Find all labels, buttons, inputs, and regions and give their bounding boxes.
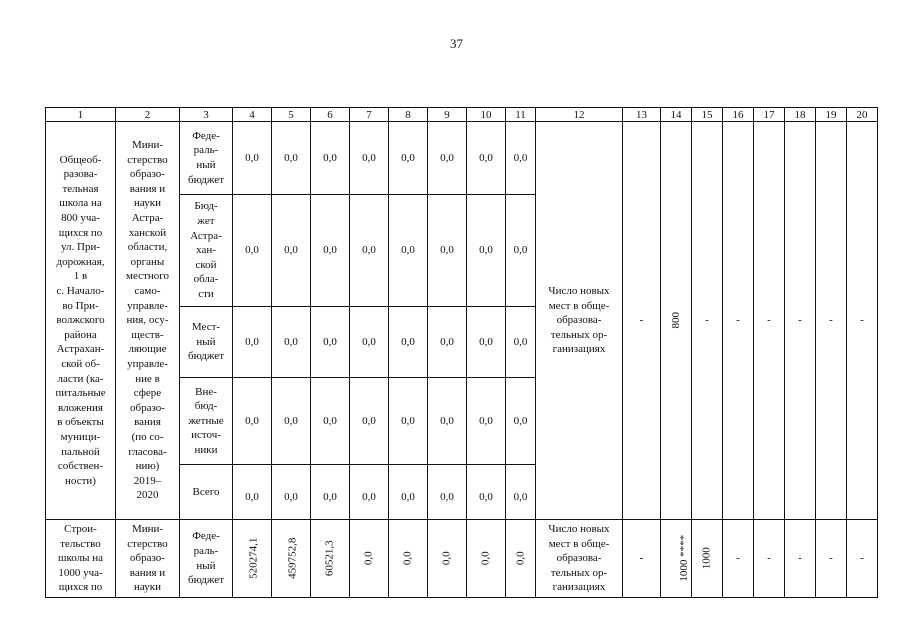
amount-cell: 0,0 (467, 195, 506, 307)
amount-cell: 0,0 (506, 465, 536, 520)
amount-cell: 0,0 (311, 122, 350, 195)
executor-line: ханской (128, 226, 167, 239)
object-name-line: пальной (61, 445, 100, 458)
target-cell-18 (785, 520, 816, 598)
target-cell-20 (847, 122, 878, 520)
indicator-line: тельных ор- (550, 328, 608, 341)
target-value: - (736, 314, 740, 327)
funding-source-line: раль- (193, 544, 219, 557)
target-cell-18 (785, 122, 816, 520)
executor-line: управле- (127, 299, 168, 312)
target-value: - (829, 314, 833, 327)
amount-cell: 0,0 (350, 465, 389, 520)
indicator-line: образова- (556, 552, 602, 565)
indicator-line: тельных ор- (550, 566, 608, 579)
executor-line: ществ- (131, 328, 164, 341)
amount-cell: 0,0 (272, 122, 311, 195)
amount-cell: 0,0 (428, 465, 467, 520)
funding-source-line: Астра- (190, 229, 222, 242)
funding-source-cell (180, 195, 233, 307)
target-cell-13 (623, 520, 661, 598)
amount-cell: 0,0 (467, 465, 506, 520)
amount-cell: 0,0 (311, 307, 350, 378)
object-name-cell (46, 122, 116, 520)
executor-line: стерство (127, 153, 168, 166)
executor-line: управле- (127, 357, 168, 370)
object-name-line: Строи- (64, 523, 97, 536)
amount-cell: 0,0 (506, 307, 536, 378)
executor-line: науки (134, 581, 161, 594)
amount-value: 0,0 (514, 551, 527, 566)
amount-cell: 0,0 (350, 195, 389, 307)
executor-line: нию) (135, 460, 160, 473)
funding-source-line: бюджет (188, 350, 224, 363)
column-number: 1 (46, 108, 116, 122)
indicator-line: Число новых (548, 523, 610, 536)
target-cell-20 (847, 520, 878, 598)
object-name-line: ской об- (61, 357, 100, 370)
column-number: 12 (536, 108, 623, 122)
object-name-line: ности) (65, 474, 96, 487)
target-value: - (639, 552, 644, 565)
column-number: 10 (467, 108, 506, 122)
amount-value: 0,0 (401, 551, 414, 566)
executor-line: органы (130, 255, 165, 268)
object-name-line: питальные (55, 387, 106, 400)
amount-cell (311, 520, 350, 598)
indicator-cell (536, 122, 623, 520)
funding-source-line: Феде- (192, 530, 220, 543)
executor-line: Астра- (131, 212, 164, 225)
funding-source-cell (180, 520, 233, 598)
executor-line: ния, осу- (126, 314, 169, 327)
indicator-line: ганизациях (552, 343, 606, 356)
target-cell-15 (692, 122, 723, 520)
target-value: - (829, 552, 833, 565)
funding-source-line: хан- (196, 244, 216, 257)
funding-source-line: бюджет (188, 574, 224, 587)
indicator-line: мест в обще- (548, 537, 610, 550)
column-number: 16 (723, 108, 754, 122)
object-name-line: ласти (ка- (57, 372, 104, 385)
indicator-line: ганизациях (552, 581, 606, 594)
amount-cell: 0,0 (233, 195, 272, 307)
executor-line: Мини- (131, 139, 164, 152)
executor-line: вания (134, 416, 161, 429)
target-value: - (767, 314, 771, 327)
target-cell-14 (661, 520, 692, 598)
executor-line: 2020 (136, 489, 159, 502)
object-name-line: вложения (58, 401, 103, 414)
amount-cell: 0,0 (389, 195, 428, 307)
column-number: 15 (692, 108, 723, 122)
funding-source-line: бюд- (194, 400, 218, 413)
executor-line: образо- (130, 552, 165, 565)
target-value: 1000 **** (678, 535, 691, 582)
funding-source-line: раль- (193, 144, 219, 157)
funding-source-line: ный (196, 559, 216, 572)
amount-cell: 0,0 (428, 122, 467, 195)
amount-cell: 0,0 (428, 307, 467, 378)
column-number: 8 (389, 108, 428, 122)
funding-source-cell (180, 465, 233, 520)
amount-cell: 0,0 (467, 122, 506, 195)
object-name-line: 1000 уча- (58, 566, 103, 579)
target-cell-15 (692, 520, 723, 598)
target-cell-19 (816, 122, 847, 520)
executor-line: 2019– (133, 474, 162, 487)
funding-source-line: ный (196, 335, 216, 348)
executor-line: науки (134, 197, 161, 210)
executor-line: ние в (135, 372, 160, 385)
target-value: - (705, 314, 709, 327)
executor-line: области, (127, 241, 168, 254)
amount-cell: 0,0 (467, 378, 506, 465)
column-number: 9 (428, 108, 467, 122)
object-name-line: щихся по (58, 226, 103, 239)
column-number: 4 (233, 108, 272, 122)
amount-cell: 0,0 (506, 122, 536, 195)
target-cell-17 (754, 122, 785, 520)
funding-source-line: Вне- (195, 385, 217, 398)
indicator-line: Число новых (548, 285, 610, 298)
header-row (46, 108, 878, 122)
executor-line: образо- (130, 401, 165, 414)
column-number: 2 (116, 108, 180, 122)
object-name-line: Общеоб- (59, 153, 102, 166)
amount-cell: 0,0 (311, 195, 350, 307)
column-number: 6 (311, 108, 350, 122)
object-name-line: 800 уча- (61, 212, 100, 225)
target-cell-16 (723, 122, 754, 520)
funding-source-line: Всего (192, 485, 220, 498)
target-value: - (860, 552, 864, 565)
amount-cell (389, 520, 428, 598)
object-name-line: волжского (56, 314, 105, 327)
page-number: 37 (450, 36, 463, 51)
amount-cell (233, 520, 272, 598)
funding-source-line: Феде- (192, 129, 220, 142)
amount-cell (506, 520, 536, 598)
column-number: 11 (506, 108, 536, 122)
amount-cell: 0,0 (428, 195, 467, 307)
amount-cell: 0,0 (233, 378, 272, 465)
target-value: 1000 (700, 547, 713, 570)
funding-source-cell (180, 307, 233, 378)
object-name-line: 1 в (73, 270, 88, 283)
object-name-line: щихся по (58, 581, 103, 594)
column-number: 20 (847, 108, 878, 122)
target-value: - (639, 314, 644, 327)
target-value: - (736, 552, 740, 565)
amount-cell: 0,0 (350, 307, 389, 378)
target-cell-16 (723, 520, 754, 598)
amount-cell (350, 520, 389, 598)
amount-cell: 0,0 (311, 378, 350, 465)
funding-source-line: источ- (191, 429, 221, 442)
funding-source-line: обла- (193, 273, 219, 286)
amount-cell: 0,0 (389, 465, 428, 520)
amount-cell: 0,0 (233, 465, 272, 520)
target-cell-19 (816, 520, 847, 598)
funding-source-line: Бюд- (194, 200, 218, 213)
target-value: - (798, 314, 802, 327)
funding-source-cell (180, 378, 233, 465)
object-name-line: дорожная, (56, 255, 105, 268)
amount-cell: 0,0 (389, 378, 428, 465)
object-name-line: района (64, 328, 97, 341)
amount-cell: 0,0 (389, 122, 428, 195)
column-number: 14 (661, 108, 692, 122)
executor-line: местного (126, 270, 169, 283)
amount-cell (467, 520, 506, 598)
object-name-line: Астрахан- (56, 343, 105, 356)
executor-line: гласова- (128, 445, 167, 458)
target-value: - (860, 314, 864, 327)
funding-source-line: сти (198, 287, 214, 300)
executor-line: вания и (129, 566, 166, 579)
target-cell-13 (623, 122, 661, 520)
budget-table (45, 107, 878, 598)
amount-cell: 0,0 (389, 307, 428, 378)
column-number: 18 (785, 108, 816, 122)
amount-cell (272, 520, 311, 598)
amount-value: 60521,3 (323, 540, 336, 577)
object-name-line: муници- (60, 430, 101, 443)
executor-line: стерство (127, 537, 168, 550)
column-number: 13 (623, 108, 661, 122)
column-number: 19 (816, 108, 847, 122)
amount-value: 0,0 (479, 551, 492, 566)
target-value: 800 (669, 312, 682, 329)
column-number: 3 (180, 108, 233, 122)
amount-cell: 0,0 (272, 307, 311, 378)
target-value: - (767, 552, 771, 565)
executor-line: само- (134, 285, 161, 298)
column-number: 5 (272, 108, 311, 122)
amount-cell: 0,0 (233, 307, 272, 378)
object-name-line: в объекты (57, 416, 104, 429)
executor-line: сфере (133, 387, 162, 400)
target-cell-14 (661, 122, 692, 520)
object-name-cell (46, 520, 116, 598)
funding-source-line: ники (194, 443, 218, 456)
object-name-line: тельство (60, 537, 101, 550)
source-row (46, 122, 878, 195)
funding-source-line: ный (196, 159, 216, 171)
funding-source-line: жетные (188, 414, 224, 427)
object-name-line: с. Начало- (56, 285, 105, 298)
amount-cell: 0,0 (428, 378, 467, 465)
amount-value: 459752,8 (286, 537, 299, 580)
funding-source-line: бюджет (188, 173, 224, 186)
amount-cell: 0,0 (350, 378, 389, 465)
amount-value: 520274,1 (247, 537, 260, 580)
indicator-line: мест в обще- (548, 299, 610, 312)
object-name-line: собствен- (57, 460, 104, 473)
amount-value: 0,0 (440, 551, 453, 566)
column-number: 7 (350, 108, 389, 122)
column-number: 17 (754, 108, 785, 122)
executor-line: ляющие (128, 343, 167, 356)
object-name-line: ул. При- (61, 241, 100, 254)
object-name-line: тельная (62, 182, 99, 195)
funding-source-line: жет (197, 215, 215, 228)
amount-cell: 0,0 (272, 465, 311, 520)
amount-cell: 0,0 (233, 122, 272, 195)
executor-cell (116, 122, 180, 520)
executor-line: Мини- (131, 523, 164, 536)
executor-line: вания и (129, 182, 166, 195)
amount-cell: 0,0 (311, 465, 350, 520)
amount-cell: 0,0 (272, 378, 311, 465)
amount-cell: 0,0 (350, 122, 389, 195)
object-name-line: во При- (62, 299, 99, 312)
amount-cell (428, 520, 467, 598)
funding-source-line: Мест- (191, 321, 221, 334)
amount-cell: 0,0 (467, 307, 506, 378)
indicator-cell (536, 520, 623, 598)
indicator-line: образова- (556, 314, 602, 327)
funding-source-line: ской (195, 258, 217, 271)
amount-value: 0,0 (362, 551, 375, 566)
executor-cell (116, 520, 180, 598)
object-name-line: школа на (59, 197, 102, 210)
executor-line: (по со- (131, 430, 164, 443)
target-value: - (798, 552, 802, 565)
amount-cell: 0,0 (506, 378, 536, 465)
object-name-line: школы на (57, 552, 103, 565)
amount-cell: 0,0 (506, 195, 536, 307)
amount-cell: 0,0 (272, 195, 311, 307)
object-row-2 (46, 520, 878, 598)
object-name-line: разова- (63, 168, 98, 181)
executor-line: образо- (130, 168, 165, 181)
funding-source-cell (180, 122, 233, 195)
target-cell-17 (754, 520, 785, 598)
